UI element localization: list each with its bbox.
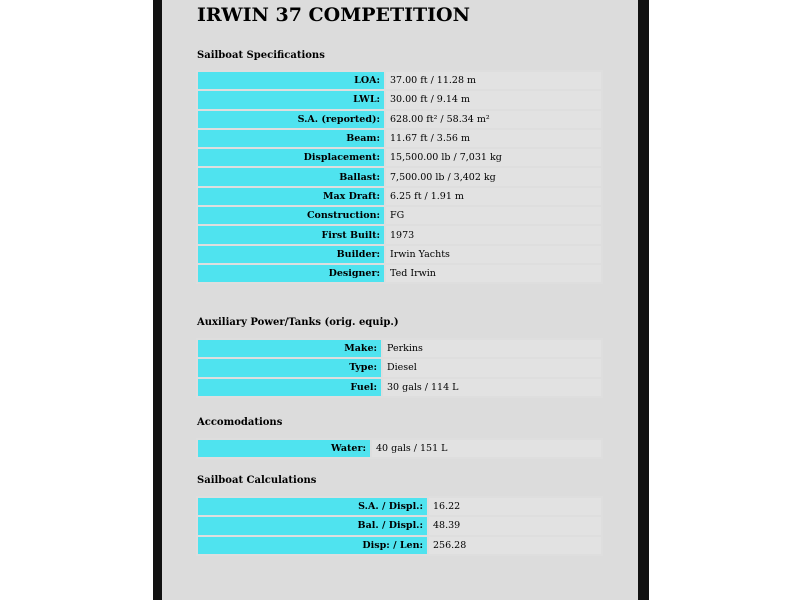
page-title: IRWIN 37 COMPETITION <box>197 4 470 26</box>
row-value: Diesel <box>383 359 601 376</box>
calc-table <box>196 496 603 556</box>
row-label: Designer: <box>198 265 384 282</box>
table-row <box>198 149 601 166</box>
row-label: Builder: <box>198 246 384 263</box>
row-label: LWL: <box>198 91 384 108</box>
table-row <box>198 340 601 357</box>
row-label: Beam: <box>198 130 384 147</box>
table-row <box>198 130 601 147</box>
row-value: 37.00 ft / 11.28 m <box>386 72 601 89</box>
row-value: 256.28 <box>429 537 601 554</box>
row-value: 15,500.00 lb / 7,031 kg <box>386 149 601 166</box>
row-label: Ballast: <box>198 168 384 185</box>
row-label: LOA: <box>198 72 384 89</box>
row-label: Construction: <box>198 207 384 224</box>
row-value: Perkins <box>383 340 601 357</box>
row-value: Ted Irwin <box>386 265 601 282</box>
specs-table <box>196 70 603 284</box>
row-label: Water: <box>198 440 370 457</box>
table-row <box>198 111 601 128</box>
row-label: Make: <box>198 340 381 357</box>
table-row <box>198 498 601 515</box>
row-value: 30.00 ft / 9.14 m <box>386 91 601 108</box>
table-row <box>198 246 601 263</box>
row-label: Displacement: <box>198 149 384 166</box>
row-value: 30 gals / 114 L <box>383 379 601 396</box>
row-value: 16.22 <box>429 498 601 515</box>
table-row <box>198 72 601 89</box>
table-row <box>198 359 601 376</box>
row-label: S.A. / Displ.: <box>198 498 427 515</box>
table-row <box>198 226 601 243</box>
row-label: First Built: <box>198 226 384 243</box>
table-row <box>198 265 601 282</box>
specs-heading: Sailboat Specifications <box>197 50 325 61</box>
row-label: Type: <box>198 359 381 376</box>
row-value: Irwin Yachts <box>386 246 601 263</box>
table-row <box>198 207 601 224</box>
table-row <box>198 440 601 457</box>
table-row <box>198 517 601 534</box>
accom-table <box>196 438 603 459</box>
row-value: 628.00 ft² / 58.34 m² <box>386 111 601 128</box>
table-row <box>198 188 601 205</box>
table-row <box>198 91 601 108</box>
accom-heading: Accomodations <box>197 417 283 428</box>
calc-heading: Sailboat Calculations <box>197 475 317 486</box>
row-label: Fuel: <box>198 379 381 396</box>
row-value: 40 gals / 151 L <box>372 440 601 457</box>
row-label: S.A. (reported): <box>198 111 384 128</box>
row-value: 11.67 ft / 3.56 m <box>386 130 601 147</box>
row-value: FG <box>386 207 601 224</box>
row-value: 48.39 <box>429 517 601 534</box>
aux-heading: Auxiliary Power/Tanks (orig. equip.) <box>197 317 399 328</box>
row-value: 1973 <box>386 226 601 243</box>
row-label: Max Draft: <box>198 188 384 205</box>
row-label: Disp: / Len: <box>198 537 427 554</box>
table-row <box>198 537 601 554</box>
row-value: 7,500.00 lb / 3,402 kg <box>386 168 601 185</box>
row-value: 6.25 ft / 1.91 m <box>386 188 601 205</box>
table-row <box>198 168 601 185</box>
row-label: Bal. / Displ.: <box>198 517 427 534</box>
aux-table <box>196 338 603 398</box>
table-row <box>198 379 601 396</box>
